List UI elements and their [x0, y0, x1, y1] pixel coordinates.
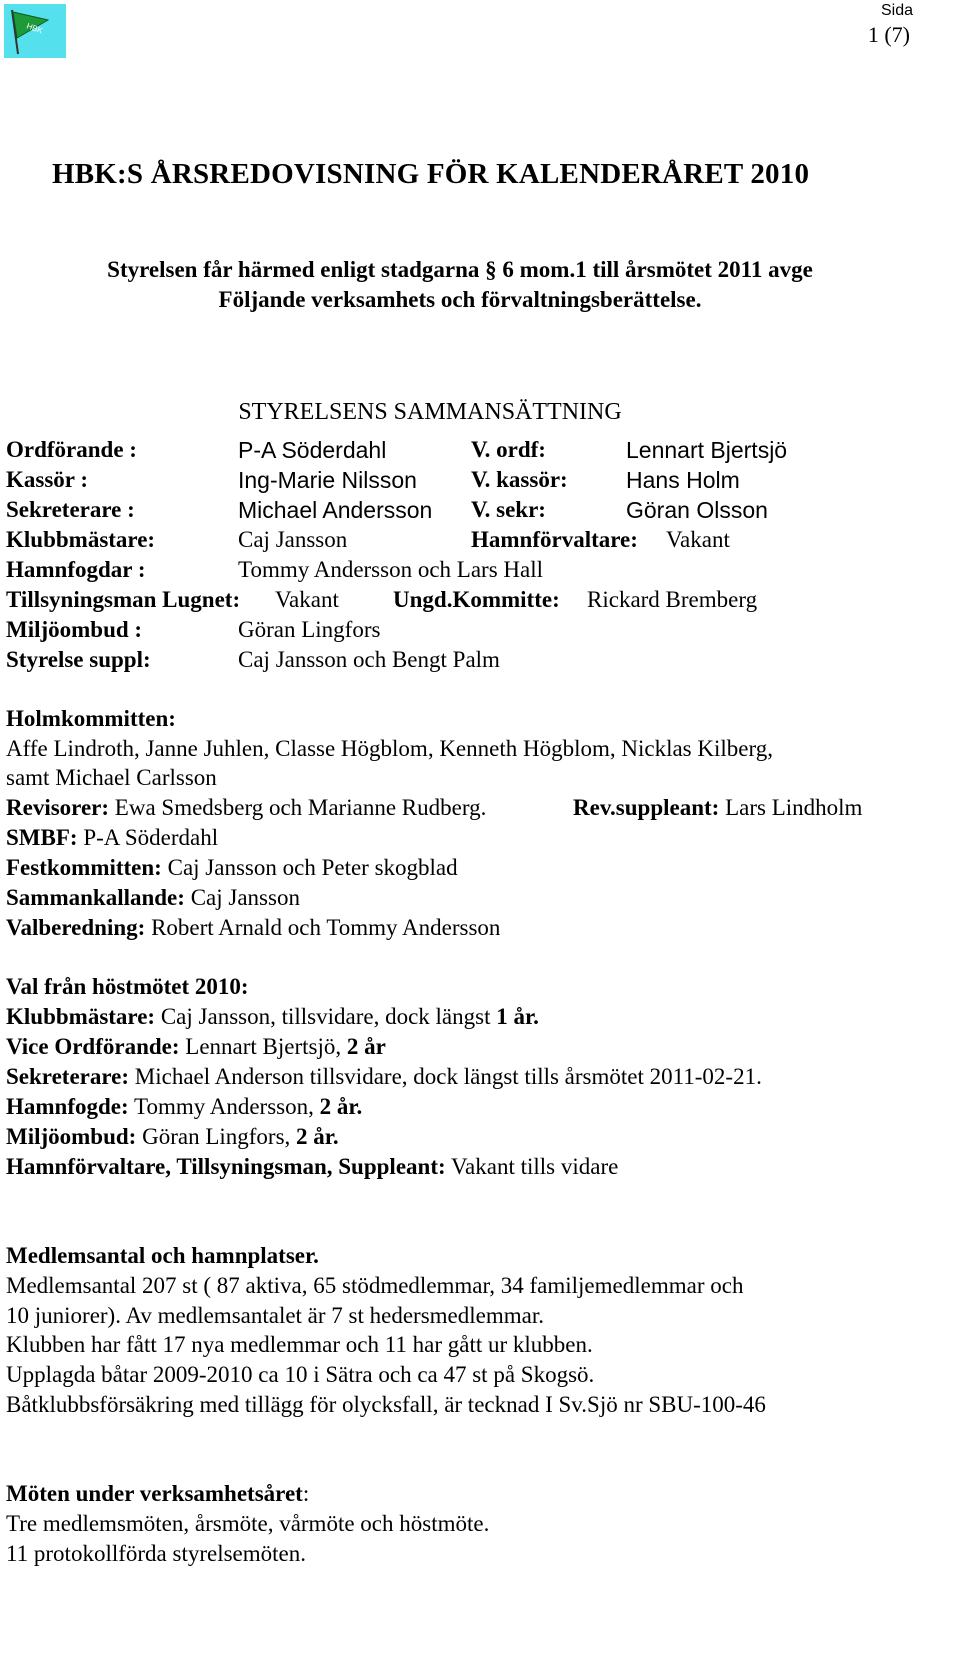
chair-value: P-A Söderdahl — [238, 437, 387, 463]
election-vice-chair-value: Lennart Bjertsjö, — [185, 1034, 342, 1059]
election-vacancies — [6, 1151, 618, 1183]
holm-committee-line-2: samt Michael Carlsson — [6, 765, 217, 790]
meetings-line: Tre medlemsmöten, årsmöte, vårmöte och höstmöte. — [6, 1511, 490, 1536]
election-environment-rep-label: Miljöombud: — [6, 1124, 137, 1149]
pennant-flag-icon — [4, 4, 66, 58]
election-vacancies-label: Hamnförvaltare, Tillsyningsman, Suppleant: — [6, 1154, 446, 1179]
election-environment-rep — [6, 1121, 339, 1153]
vice-secretary-label: V. sekr: — [471, 497, 546, 522]
harbour-bailiffs-value: Tommy Andersson och Lars Hall — [238, 557, 544, 582]
page-number: 1 (7) — [867, 22, 910, 47]
members-heading: Medlemsantal och hamnplatser. — [6, 1243, 319, 1268]
members-line: 10 juniorer). Av medlemsantalet är 7 st hedersmedlemmar. — [6, 1303, 544, 1328]
document-title: HBK:S ÅRSREDOVISNING FÖR KALENDERÅRET 2010 — [52, 158, 810, 190]
election-vacancies-value: Vakant tills vidare — [450, 1154, 619, 1179]
deputy-auditor-value: Lars Lindholm — [725, 795, 863, 820]
convener-value: Caj Jansson — [190, 885, 300, 910]
deputy-auditor-line — [573, 792, 862, 824]
nomination-committee-line — [6, 912, 500, 944]
supervisor-value: Vakant — [275, 587, 339, 612]
convener-label: Sammankallande: — [6, 885, 185, 910]
nomination-committee-label: Valberedning: — [6, 915, 146, 940]
youth-committee-label: Ungd.Kommitte: — [393, 587, 560, 612]
election-vice-chair-term: 2 år — [346, 1034, 386, 1059]
vice-secretary-value: Göran Olsson — [626, 497, 768, 523]
holm-committee-label: Holmkommitten: — [6, 706, 176, 731]
party-committee-value: Caj Jansson och Peter skogblad — [167, 855, 458, 880]
election-harbour-bailiff — [6, 1091, 362, 1123]
secretary-label: Sekreterare : — [6, 497, 135, 522]
members-line: Upplagda båtar 2009-2010 ca 10 i Sätra och ca 47 st på Skogsö. — [6, 1362, 595, 1387]
vice-chair-value: Lennart Bjertsjö — [626, 437, 788, 463]
deputy-auditor-label: Rev.suppleant: — [573, 795, 720, 820]
vice-treasurer-value: Hans Holm — [626, 467, 740, 493]
members-line: Båtklubbsförsäkring med tillägg för olycksfall, är tecknad I Sv.Sjö nr SBU-100-46 — [6, 1392, 766, 1417]
auditors-line — [6, 792, 486, 824]
election-vice-chair — [6, 1031, 386, 1063]
nomination-committee-value: Robert Arnald och Tommy Andersson — [151, 915, 501, 940]
auditors-label: Revisorer: — [6, 795, 110, 820]
election-club-master-value: Caj Jansson, tillsvidare, dock längst — [160, 1004, 491, 1029]
party-committee-line — [6, 852, 458, 884]
convener-line — [6, 882, 300, 914]
smbf-line — [6, 822, 218, 854]
elections-heading: Val från höstmötet 2010: — [6, 974, 249, 999]
board-substitutes-label: Styrelse suppl: — [6, 647, 151, 672]
harbour-manager-label: Hamnförvaltare: — [471, 527, 638, 552]
board-heading: STYRELSENS SAMMANSÄTTNING — [238, 399, 622, 425]
environment-rep-value: Göran Lingfors — [238, 617, 381, 642]
club-logo — [4, 4, 66, 58]
holm-committee-line-1: Affe Lindroth, Janne Juhlen, Classe Högblom, Kenneth Högblom, Nicklas Kilberg, — [6, 736, 773, 761]
environment-rep-label: Miljöombud : — [6, 617, 143, 642]
auditors-value: Ewa Smedsberg och Marianne Rudberg. — [114, 795, 487, 820]
election-harbour-bailiff-label: Hamnfogde: — [6, 1094, 129, 1119]
election-environment-rep-term: 2 år. — [296, 1124, 339, 1149]
election-environment-rep-value: Göran Lingfors, — [142, 1124, 291, 1149]
youth-committee-value: Rickard Bremberg — [587, 587, 758, 612]
election-vice-chair-label: Vice Ordförande: — [6, 1034, 180, 1059]
election-harbour-bailiff-term: 2 år. — [319, 1094, 363, 1119]
election-club-master-term: 1 år. — [496, 1004, 539, 1029]
intro-line-2: Följande verksamhets och förvaltningsberättelse. — [218, 287, 702, 312]
harbour-bailiffs-label: Hamnfogdar : — [6, 557, 146, 582]
supervisor-label: Tillsyningsman Lugnet: — [6, 587, 241, 612]
election-secretary-value: Michael Anderson tillsvidare, dock längst tills årsmötet 2011-02-21. — [134, 1064, 762, 1089]
party-committee-label: Festkommitten: — [6, 855, 162, 880]
club-master-value: Caj Jansson — [238, 527, 348, 552]
smbf-label: SMBF: — [6, 825, 78, 850]
club-master-label: Klubbmästare: — [6, 527, 156, 552]
page-label: Sida — [880, 2, 913, 19]
secretary-value: Michael Andersson — [238, 497, 433, 523]
treasurer-label: Kassör : — [6, 467, 88, 492]
election-harbour-bailiff-value: Tommy Andersson, — [134, 1094, 314, 1119]
election-secretary-label: Sekreterare: — [6, 1064, 130, 1089]
meetings-heading-colon: : — [302, 1481, 310, 1506]
election-club-master — [6, 1001, 539, 1033]
election-secretary — [6, 1061, 762, 1093]
chair-label: Ordförande : — [6, 437, 137, 462]
harbour-manager-value: Vakant — [666, 527, 730, 552]
members-line: Medlemsantal 207 st ( 87 aktiva, 65 stödmedlemmar, 34 familjemedlemmar och — [6, 1273, 744, 1298]
members-line: Klubben har fått 17 nya medlemmar och 11 har gått ur klubben. — [6, 1332, 593, 1357]
meetings-heading-text: Möten under verksamhetsåret — [6, 1481, 303, 1506]
meetings-heading — [6, 1478, 309, 1510]
logo-text: HBK — [25, 21, 44, 36]
treasurer-value: Ing-Marie Nilsson — [238, 467, 417, 493]
vice-chair-label: V. ordf: — [471, 437, 546, 462]
intro-line-1: Styrelsen får härmed enligt stadgarna § 6 mom.1 till årsmötet 2011 avge — [107, 257, 813, 282]
vice-treasurer-label: V. kassör: — [471, 467, 568, 492]
meetings-line: 11 protokollförda styrelsemöten. — [6, 1541, 306, 1566]
election-club-master-label: Klubbmästare: — [6, 1004, 156, 1029]
board-substitutes-value: Caj Jansson och Bengt Palm — [238, 647, 500, 672]
smbf-value: P-A Söderdahl — [83, 825, 219, 850]
